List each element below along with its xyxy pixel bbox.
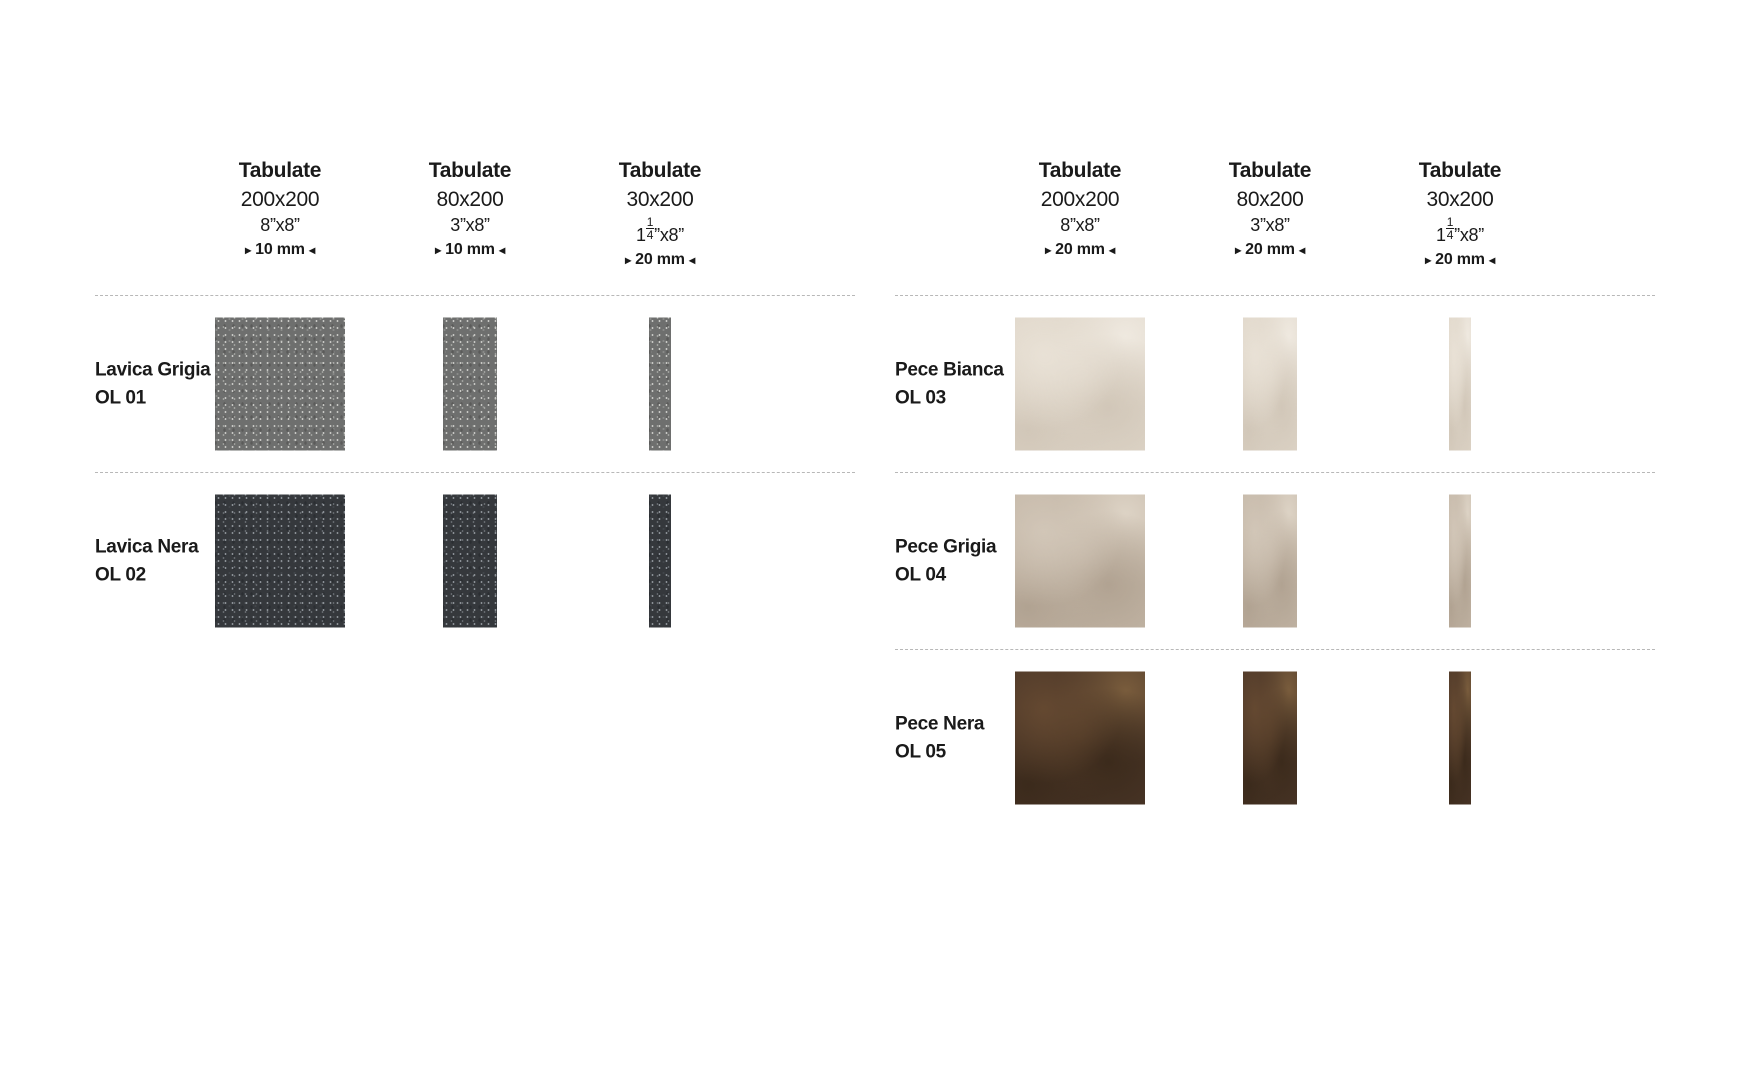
table-row	[895, 649, 1655, 826]
product-name: Pece Nera	[895, 713, 985, 735]
tile-swatch	[215, 495, 345, 628]
inch-fraction-numerator: 1	[646, 215, 654, 229]
arrow-right-icon: ▸	[1425, 252, 1431, 267]
product-code: OL 03	[895, 387, 946, 408]
column-header-200x200	[195, 160, 365, 258]
tile-swatch	[1449, 495, 1471, 628]
swatch-cell-200x200	[995, 672, 1165, 805]
inch-whole: 1	[1436, 224, 1446, 245]
product-name: Pece Grigia	[895, 536, 997, 558]
tile-swatch	[1243, 672, 1297, 805]
arrow-right-icon: ▸	[245, 243, 251, 257]
tile-swatch	[443, 495, 497, 628]
column-thickness-value: 10 mm	[255, 241, 305, 258]
table-row	[895, 472, 1655, 649]
product-name: Lavica Nera	[95, 536, 199, 558]
arrow-left-icon: ◂	[1489, 252, 1495, 267]
swatch-cell-200x200	[995, 495, 1165, 628]
product-code: OL 05	[895, 741, 946, 762]
swatch-cell-80x200	[1185, 318, 1355, 451]
column-series-name: Tabulate	[1418, 159, 1502, 182]
table-row	[895, 295, 1655, 472]
column-header-80x200	[385, 160, 555, 258]
column-size: 80x200	[1236, 188, 1304, 211]
swatch-cell-30x200	[575, 318, 745, 451]
tile-swatch	[1015, 495, 1145, 628]
tile-swatch	[1243, 495, 1297, 628]
product-code: OL 01	[95, 387, 146, 408]
swatch-cell-80x200	[1185, 495, 1355, 628]
table-row	[95, 295, 855, 472]
column-thickness-value: 20 mm	[1055, 241, 1105, 258]
swatch-cell-200x200	[195, 495, 365, 628]
swatch-cell-80x200	[1185, 672, 1355, 805]
arrow-right-icon: ▸	[1045, 243, 1051, 257]
inch-rest: ”x8”	[654, 224, 684, 245]
arrow-left-icon: ◂	[1299, 243, 1305, 257]
swatch-cell-200x200	[195, 318, 365, 451]
swatch-cell-30x200	[1375, 318, 1545, 451]
column-headers-left	[95, 160, 855, 295]
column-thickness-value: 20 mm	[1245, 241, 1295, 258]
swatch-cell-80x200	[385, 318, 555, 451]
product-code: OL 04	[895, 564, 946, 585]
column-header-200x200	[995, 160, 1165, 258]
column-thickness-value: 20 mm	[1435, 250, 1485, 268]
column-size-inches: 3”x8”	[1250, 215, 1290, 235]
column-size: 80x200	[436, 188, 504, 211]
tile-swatch	[1449, 318, 1471, 451]
tile-swatch	[1243, 318, 1297, 451]
rows-right	[895, 295, 1655, 826]
column-series-name: Tabulate	[1228, 159, 1312, 182]
column-size-inches	[1375, 216, 1545, 244]
inch-fraction	[1446, 216, 1454, 241]
tile-swatch	[443, 318, 497, 451]
column-thickness	[1185, 242, 1355, 258]
column-thickness	[1375, 252, 1545, 268]
inch-rest: ”x8”	[1454, 224, 1484, 245]
swatch-cell-30x200	[575, 495, 745, 628]
tile-swatch	[1449, 672, 1471, 805]
inch-fraction-numerator: 1	[1446, 215, 1454, 229]
arrow-left-icon: ◂	[689, 252, 695, 267]
tile-swatch	[1015, 672, 1145, 805]
column-size: 200x200	[240, 188, 320, 211]
column-series-name: Tabulate	[428, 159, 512, 182]
inch-fraction	[646, 216, 654, 241]
product-code: OL 02	[95, 564, 146, 585]
column-thickness-value: 10 mm	[445, 241, 495, 258]
column-thickness	[385, 242, 555, 258]
swatch-cell-80x200	[385, 495, 555, 628]
product-name: Pece Bianca	[895, 359, 1004, 381]
product-name: Lavica Grigia	[95, 359, 211, 381]
arrow-right-icon: ▸	[435, 243, 441, 257]
column-size-inches: 8”x8”	[1060, 215, 1100, 235]
arrow-left-icon: ◂	[309, 243, 315, 257]
column-header-30x200	[1375, 160, 1545, 268]
column-size-inches	[575, 216, 745, 244]
panel-pece	[895, 160, 1655, 826]
tile-swatch	[215, 318, 345, 451]
column-header-80x200	[1185, 160, 1355, 258]
column-size-inches: 3”x8”	[450, 215, 490, 235]
column-header-30x200	[575, 160, 745, 268]
inch-whole: 1	[636, 224, 646, 245]
panel-lavica	[95, 160, 855, 649]
column-series-name: Tabulate	[1038, 159, 1122, 182]
swatch-cell-30x200	[1375, 495, 1545, 628]
column-size-inches: 8”x8”	[260, 215, 300, 235]
column-thickness	[575, 252, 745, 268]
column-size: 30x200	[626, 188, 694, 211]
arrow-right-icon: ▸	[625, 252, 631, 267]
rows-left	[95, 295, 855, 649]
column-headers-right	[895, 160, 1655, 295]
column-series-name: Tabulate	[238, 159, 322, 182]
swatch-cell-200x200	[995, 318, 1165, 451]
column-size: 200x200	[1040, 188, 1120, 211]
column-series-name: Tabulate	[618, 159, 702, 182]
swatch-cell-30x200	[1375, 672, 1545, 805]
column-thickness-value: 20 mm	[635, 250, 685, 268]
column-thickness	[195, 242, 365, 258]
tile-swatch	[649, 495, 671, 628]
tile-swatch	[649, 318, 671, 451]
arrow-left-icon: ◂	[1109, 243, 1115, 257]
arrow-right-icon: ▸	[1235, 243, 1241, 257]
column-size: 30x200	[1426, 188, 1494, 211]
arrow-left-icon: ◂	[499, 243, 505, 257]
column-thickness	[995, 242, 1165, 258]
inch-fraction-denominator: 4	[646, 228, 654, 242]
tile-swatch	[1015, 318, 1145, 451]
table-row	[95, 472, 855, 649]
inch-fraction-denominator: 4	[1446, 228, 1454, 242]
